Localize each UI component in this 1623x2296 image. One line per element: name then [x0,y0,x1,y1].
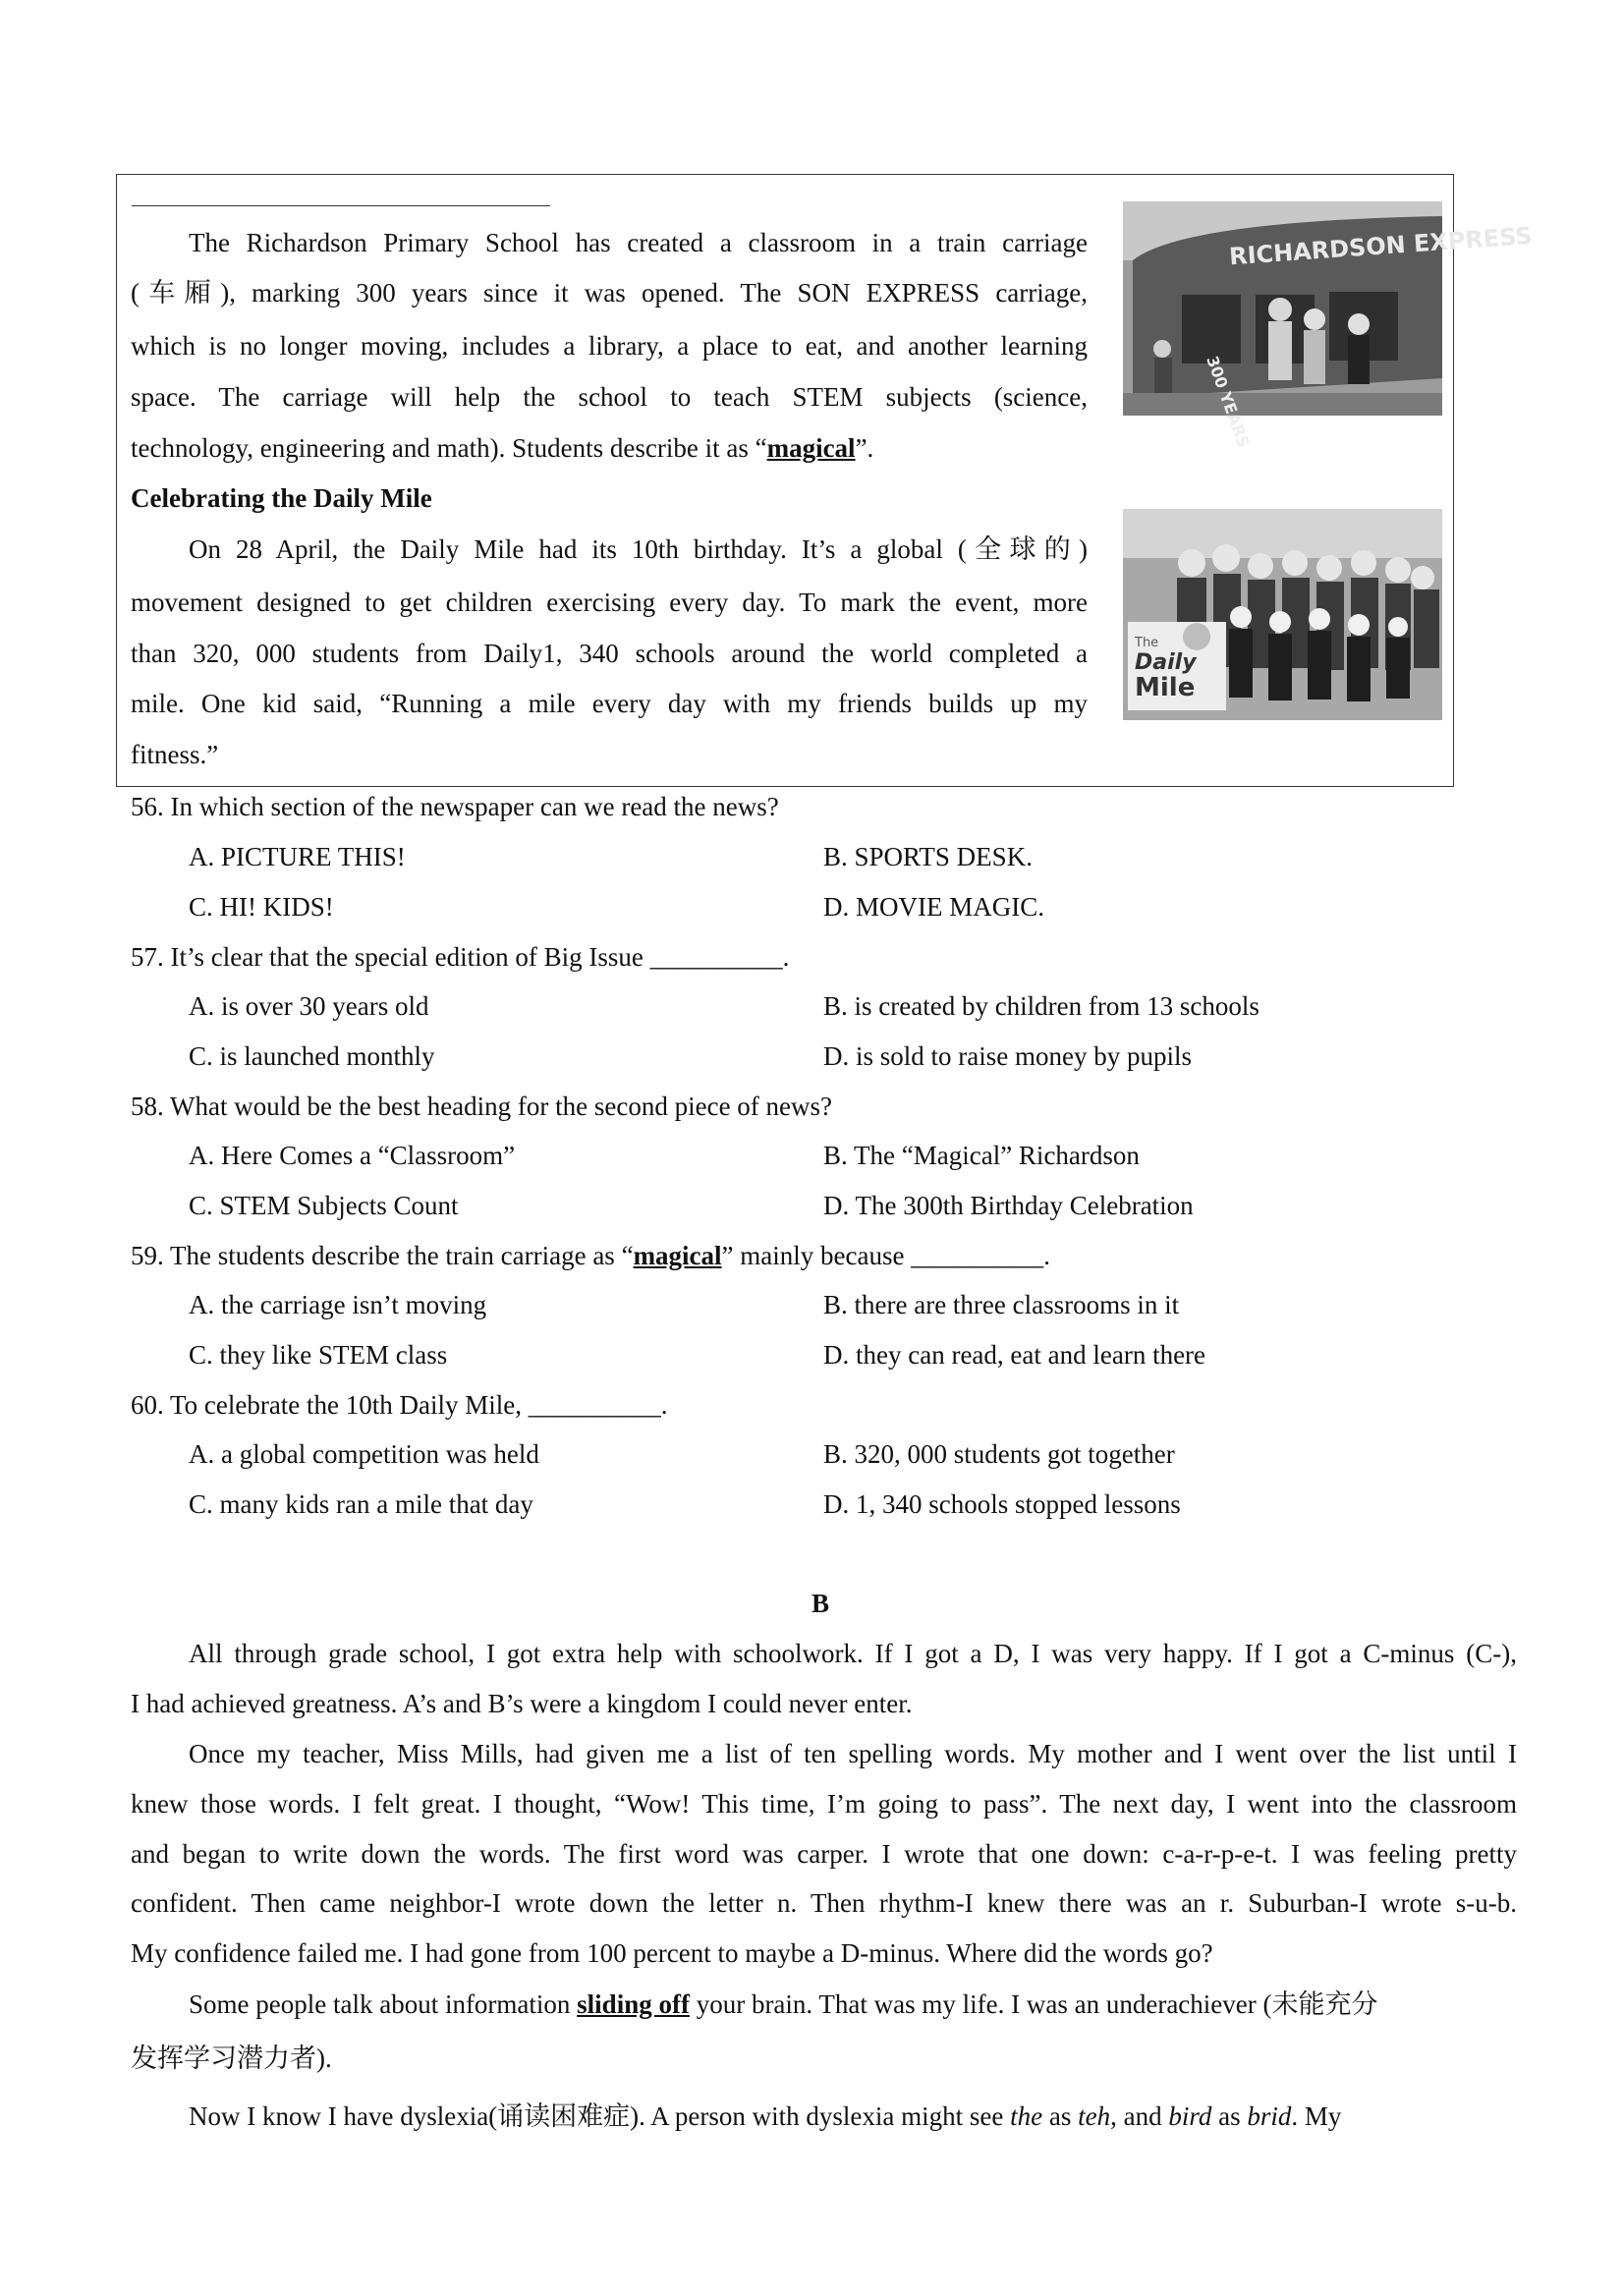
q58-option-a: A. Here Comes a “Classroom” [189,1141,516,1170]
question-58-stem: 58. What would be the best heading for the second piece of news? [131,1092,833,1121]
news3-line-1: On 28 April, the Daily Mile had its 10th birthday. It’s a global (全球的) [189,534,1088,564]
train-carriage-photo [1123,201,1534,451]
b-p3-line-2: 发挥学习潜力者). [131,2044,332,2073]
train-sign-text: RICHARDSON EXPRESS [1228,221,1534,271]
q56-option-d: D. MOVIE MAGIC. [823,892,1044,922]
daily-mile-logo-the: The [1135,636,1159,650]
q56-option-a: A. PICTURE THIS! [189,842,406,871]
b-p2-line-4: confident. Then came neighbor-I wrote down the letter n. Then rhythm-I knew there was an r. Suburban-I wrote s-u-b. [131,1888,1517,1918]
news2-line-2: (车厢), marking 300 years since it was opened. The SON EXPRESS carriage, [131,278,1088,308]
b-p1-line-2: I had achieved greatness. A’s and B’s were a kingdom I could never enter. [131,1689,913,1718]
q59-magical-word: magical [633,1241,722,1270]
q60-option-b: B. 320, 000 students got together [823,1439,1175,1469]
q58-option-c: C. STEM Subjects Count [189,1191,459,1220]
b-p1-line-1: All through grade school, I got extra help with schoolwork. If I got a D, I was very happy. If I got a C-minus (C-), [189,1639,1517,1668]
q56-option-b: B. SPORTS DESK. [823,842,1033,871]
q57-option-a: A. is over 30 years old [189,991,429,1021]
b-p2-line-2: knew those words. I felt great. I thought, “Wow! This time, I’m going to pass”. The next day, I went into the classroom [131,1789,1517,1819]
question-59-stem: 59. The students describe the train carriage as “magical” mainly because __________. [131,1241,1050,1270]
news3-line-5: fitness.” [131,740,219,769]
question-56-stem: 56. In which section of the newspaper can we read the news? [131,792,779,821]
q59-option-b: B. there are three classrooms in it [823,1290,1180,1319]
train-badge-text: 300 YEARS [1203,353,1254,451]
daily-mile-logo-mile: Mile [1135,673,1196,702]
b-p4-line-1: Now I know I have dyslexia(诵读困难症). A person with dyslexia might see the as teh, and bird as brid. My [189,2101,1342,2131]
blank-heading-line [132,205,550,206]
news3-line-2: movement designed to get children exercising every day. To mark the event, more [131,588,1088,617]
b-p2-line-3: and began to write down the words. The first word was carper. I wrote that one down: c-a-r-p-e-t. I was feeling pretty [131,1839,1517,1869]
news2-line-5: technology, engineering and math). Students describe it as “magical”. [131,433,874,463]
q56-option-c: C. HI! KIDS! [189,892,334,922]
b-p3-line-1: Some people talk about information sliding off your brain. That was my life. I was an underachiever (未能充分 [189,1989,1378,2019]
q59-option-d: D. they can read, eat and learn there [823,1340,1206,1370]
news2-line-1: The Richardson Primary School has created a classroom in a train carriage [189,228,1088,257]
q57-option-b: B. is created by children from 13 schools [823,991,1259,1021]
q60-option-d: D. 1, 340 schools stopped lessons [823,1489,1181,1519]
b-p2-line-1: Once my teacher, Miss Mills, had given me a list of ten spelling words. My mother and I went over the list until I [189,1739,1517,1768]
news3-line-3: than 320, 000 students from Daily1, 340 schools around the world completed a [131,639,1088,668]
news2-line-3: which is no longer moving, includes a library, a place to eat, and another learning [131,331,1088,361]
q59-option-a: A. the carriage isn’t moving [189,1290,487,1319]
q57-option-d: D. is sold to raise money by pupils [823,1041,1192,1071]
q60-option-c: C. many kids ran a mile that day [189,1489,533,1519]
daily-mile-logo-daily: Daily [1135,650,1197,675]
question-60-stem: 60. To celebrate the 10th Daily Mile, __________. [131,1390,668,1420]
q58-option-b: B. The “Magical” Richardson [823,1141,1140,1170]
q59-option-c: C. they like STEM class [189,1340,448,1370]
sliding-off-phrase: sliding off [577,1989,690,2019]
magical-word: magical [766,433,856,463]
news3-line-4: mile. One kid said, “Running a mile every day with my friends builds up my [131,689,1088,718]
b-p2-line-5: My confidence failed me. I had gone from 100 percent to maybe a D-minus. Where did the words go? [131,1938,1213,1968]
q60-option-a: A. a global competition was held [189,1439,539,1469]
q58-option-d: D. The 300th Birthday Celebration [823,1191,1194,1220]
news2-line-4: space. The carriage will help the school to teach STEM subjects (science, [131,382,1088,412]
question-57-stem: 57. It’s clear that the special edition of Big Issue __________. [131,942,790,972]
news3-heading: Celebrating the Daily Mile [131,483,432,513]
section-b-heading: B [812,1589,830,1618]
q57-option-c: C. is launched monthly [189,1041,435,1071]
daily-mile-photo [1123,509,1442,720]
